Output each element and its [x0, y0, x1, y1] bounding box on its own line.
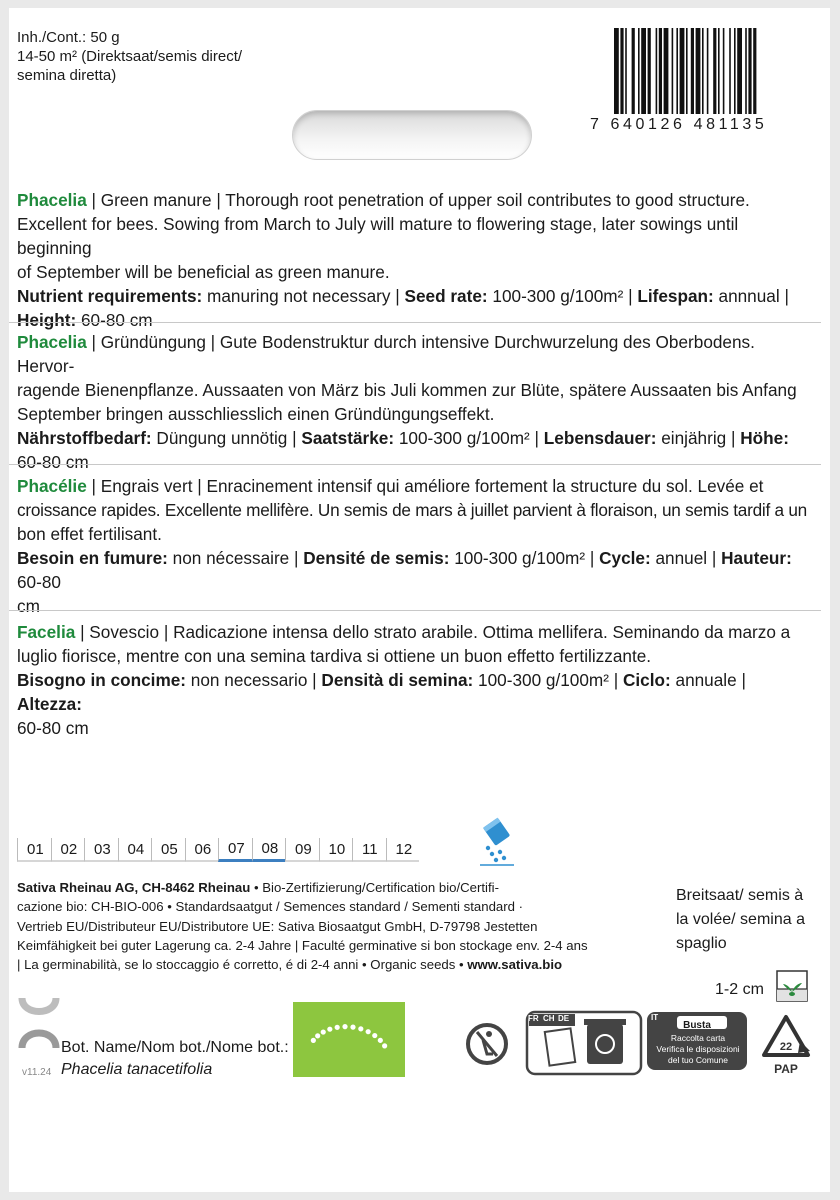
month-02: 02 [51, 838, 85, 862]
sowing-depth-icon [776, 970, 808, 1002]
month-12: 12 [386, 838, 420, 862]
plant-name: Phacelia [17, 190, 87, 210]
botanical-name: Bot. Name/Nom bot./Nome bot.: Phacelia tanacetifolia [61, 1037, 289, 1081]
plant-name: Phacélie [17, 476, 87, 496]
eu-organic-logo-icon [293, 1002, 405, 1077]
version-label: v11.24 [22, 1067, 52, 1078]
month-04: 04 [118, 838, 152, 862]
busta-instructions: Raccolta carta Verifica le disposizioni del tuo Comune [656, 1033, 740, 1065]
month-08: 08 [252, 838, 286, 862]
divider [9, 610, 821, 611]
month-10: 10 [319, 838, 353, 862]
company-name: Sativa Rheinau AG, CH-8462 Rheinau [17, 880, 251, 895]
busta-label: Busta [683, 1020, 711, 1031]
section-french: Phacélie | Engrais vert | Enracinement intensif qui améliore fortement la structure du sol. Levée et croissance rapides. Excellente mellifère. Un semis de mars à juillet parvient à floraison, un semis tardif a un bon effet fertilisant. Besoin en fumure: non nécessaire | Densité de semis: 100-300 g/100m² | Cycle: annuel | Hauteur: 60-80 cm [17, 476, 807, 616]
section-german: Phacelia | Gründüngung | Gute Bodenstruktur durch intensive Durchwurzelung des Oberbodens. Hervor- ragende Bienenpflanze. Aussaaten von März bis Juli kommen zur Blüte, spätere Aussaaten bis Anfang September bringen ausschliesslich einen Gründüngungseffekt. Nährstoffbedarf: Düngung unnötig | Saatstärke: 100-300 g/100m² | Lebensdauer: einjährig | Höhe: 60-80 cm [17, 332, 797, 472]
contents-info: Inh./Cont.: 50 g 14-50 m² (Direktsaat/semis direct/ semina diretta) [17, 29, 243, 84]
hang-hole [292, 110, 532, 160]
sowing-calendar [17, 838, 419, 862]
section-italian: Facelia | Sovescio | Radicazione intensa dello strato arabile. Ottima mellifera. Seminando da marzo a luglio fiorisce, mentre con una semina tardiva si ottiene un buon effetto fertilizzante. Bisogno in concime: non necessario | Densità di semina: 100-300 g/100m² | Ciclo: annuale | Altezza: 60-80 cm [17, 622, 791, 738]
section-english: Phacelia | Green manure | Thorough root penetration of upper soil contributes to good structure. Excellent for bees. Sowing from March to July will mature to flowering stage, later sowings until beginning of September will be beneficial as green manure. Nutrient requirements: manuring not necessary | Seed rate: 100-300 g/100m² | Lifespan: annnual | Height: 60-80 cm [17, 190, 789, 330]
sowing-depth: 1-2 cm [715, 981, 764, 998]
barcode-number: 7 640126 481135 [590, 116, 768, 133]
plant-name: Facelia [17, 622, 76, 642]
pap-number: 22 [779, 1041, 793, 1053]
divider [9, 322, 821, 323]
month-03: 03 [84, 838, 118, 862]
sowing-method: Breitsaat/ semis à la volée/ semina a spaglio [676, 887, 805, 952]
month-07: 07 [218, 838, 252, 862]
pap-label: PAP [774, 1062, 798, 1076]
month-06: 06 [185, 838, 219, 862]
divider [9, 464, 821, 465]
website-link[interactable]: www.sativa.bio [467, 957, 563, 973]
species-name: Phacelia tanacetifolia [61, 1061, 213, 1078]
pap-recycling-icon [756, 1013, 816, 1077]
month-11: 11 [352, 838, 386, 862]
plant-name: Phacelia [17, 332, 87, 352]
legal-info: Sativa Rheinau AG, CH-8462 Rheinau • Bio-Zertifizierung/Certification bio/Certifi- cazione bio: CH-BIO-006 • Standardsaatgut / Semences standard / Sementi standard · Vertrieb EU/Distributeur EU/Distributore UE: Sativa Biosaatgut GmbH, D-79798 Jestetten Keimfähigkeit bei guter Lagerung ca. 2-4 Jahre | Faculté germinative si bon stockage env. 2-4 ans | La germinabilità, se lo stoccaggio é corretto, é di 2-4 anni • Organic seeds • www.sativa.bio [17, 880, 588, 973]
month-01: 01 [17, 838, 51, 862]
moon-phase-icons [18, 992, 60, 1072]
month-09: 09 [285, 838, 319, 862]
seed-packet-sowing-icon [478, 816, 518, 868]
month-05: 05 [151, 838, 185, 862]
